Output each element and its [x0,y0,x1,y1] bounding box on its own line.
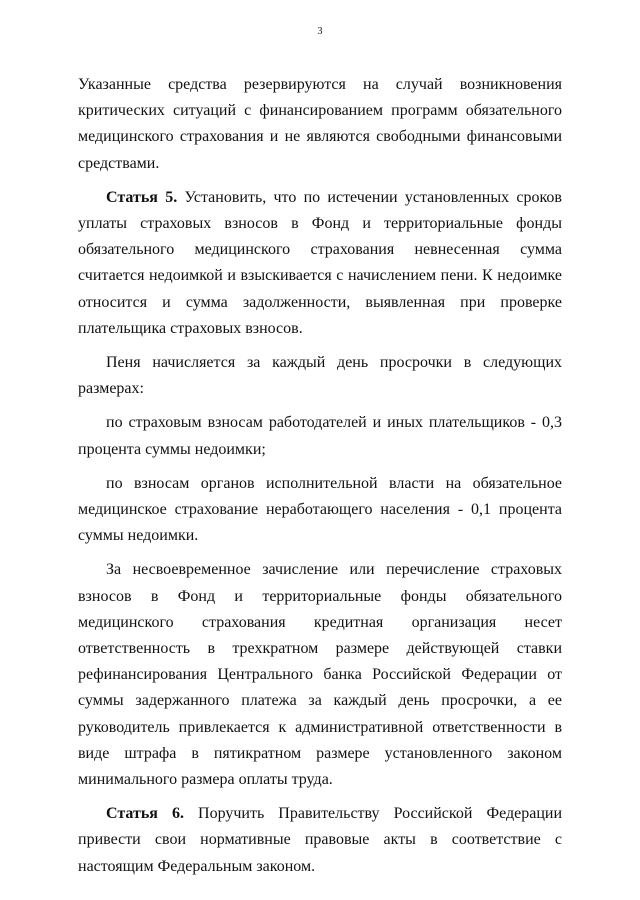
paragraph-bank-liability [78,557,562,793]
article-label: Статья 6. [106,805,184,823]
paragraph-reserve-funds [78,72,562,177]
paragraph-text: по страховым взносам работодателей и иных плательщиков - 0,3 процента суммы недоимки; [78,414,562,458]
paragraph-penalty-authorities [78,471,562,550]
paragraph-article-6 [78,801,562,880]
page-number: 3 [317,26,323,37]
paragraph-text: Установить, что по истечении установленных сроков уплаты страховых взносов в Фонд и территориальные фонды обязательного медицинского страхования невнесенная сумма считается недоимкой и взыскивается с начислением пени. К недоимке относится и сумма задолженности, выявленная при проверке плательщика страховых взносов. [78,188,562,337]
paragraph-text: Поручить Правительству Российской Федерации привести свои нормативные правовые акты в соответствие с настоящим Федеральным законом. [78,805,563,875]
article-label: Статья 5. [106,188,178,206]
paragraph-text: Указанные средства резервируются на случай возникновения критических ситуаций с финансированием программ обязательного медицинского страхования и не являются свободными финансовыми средствами. [78,76,562,172]
document-body [78,72,562,888]
paragraph-article-5 [78,185,562,342]
paragraph-penalty-employers [78,410,562,462]
paragraph-text: по взносам органов исполнительной власти на обязательное медицинское страхование неработающего населения - 0,1 процента суммы недоимки. [78,474,562,545]
paragraph-penalty-intro [78,350,562,402]
paragraph-text: Пеня начисляется за каждый день просрочки в следующих размерах: [78,354,562,398]
paragraph-text: За несвоевременное зачисление или перечисление страховых взносов в Фонд и территориальные фонды обязательного медицинского страхования кредитная организация несет ответственность в трехкратном размере действующей ставки рефинансирования Центрального банка Российской Федерации от суммы задержанного платежа за каждый день просрочки, а ее руководитель привлекается к административной ответственности в виде штрафа в пятикратном размере установленного законом минимального размера оплаты труда. [78,561,562,789]
